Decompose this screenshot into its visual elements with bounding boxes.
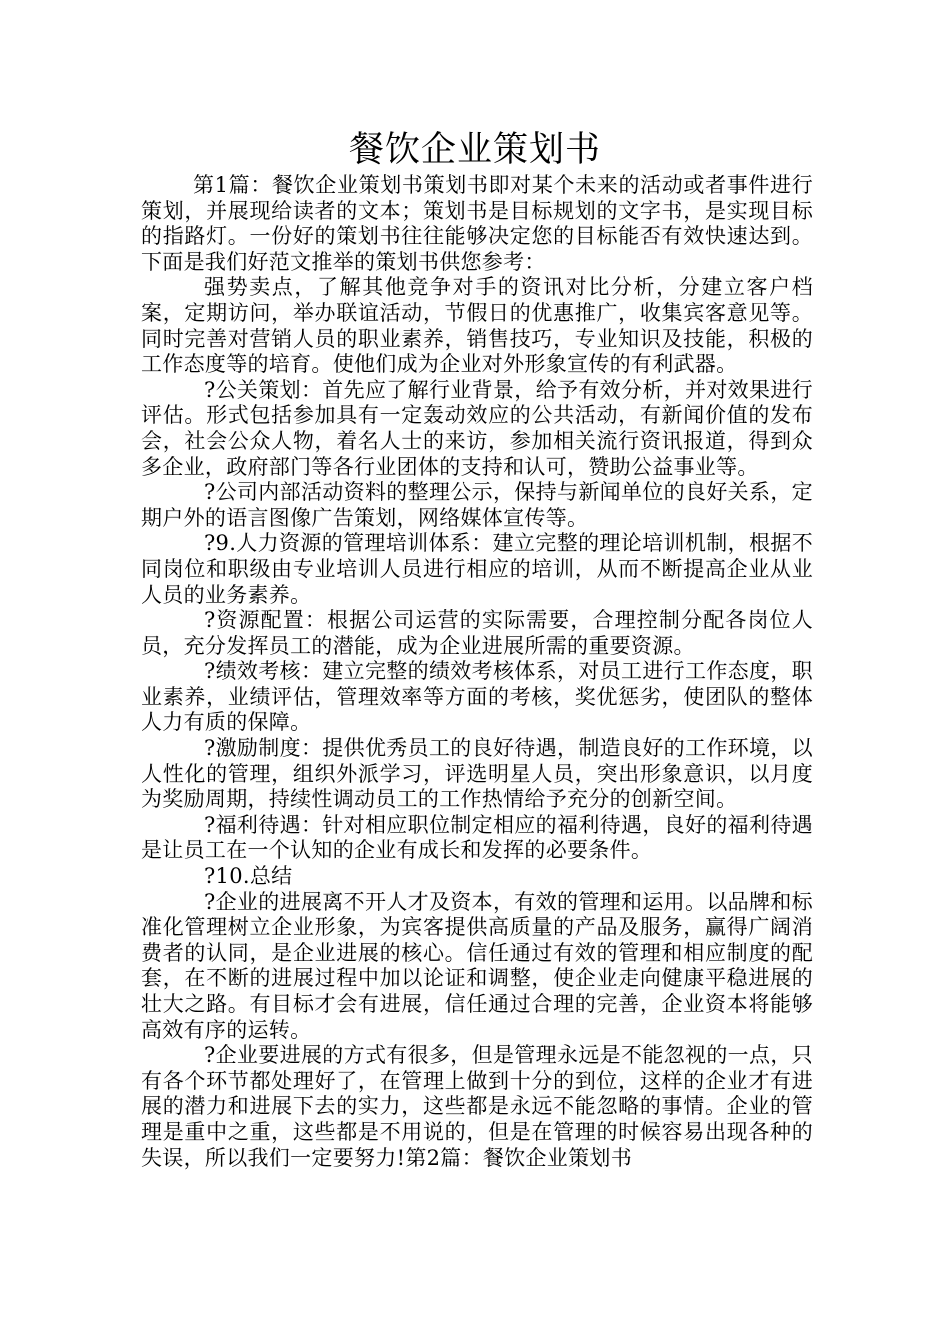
paragraph-intro: 第1篇：餐饮企业策划书策划书即对某个未来的活动或者事件进行策划，并展现给读者的文本；策划书是目标规划的文字书，是实现目标的指路灯。一份好的策划书往往能够决定您的目标能否有效快速达到。下面是我们好范文推举的策划书供您参考：	[141, 173, 813, 274]
paragraph-internal-activities: ?公司内部活动资料的整理公示，保持与新闻单位的良好关系，定期户外的语言图像广告策划，网络媒体宣传等。	[141, 480, 813, 530]
document-title: 餐饮企业策划书	[348, 130, 601, 170]
paragraph-management: ?企业要进展的方式有很多，但是管理永远是不能忽视的一点，只有各个环节都处理好了，在管理上做到十分的到位，这样的企业才有进展的潜力和进展下去的实力，这些都是永远不能忽略的事情。企业的管理是重中之重，这些都是不用说的，但是在管理的时候容易出现各种的失误，所以我们一定要努力!第2篇：餐饮企业策划书	[141, 1043, 813, 1170]
paragraph-summary-heading: ?10.总结	[204, 864, 293, 889]
paragraph-selling-points: 强势卖点，了解其他竞争对手的资讯对比分析，分建立客户档案，定期访问，举办联谊活动，节假日的优惠推广，收集宾客意见等。同时完善对营销人员的职业素养，销售技巧，专业知识及技能，积极的工作态度等的培育。使他们成为企业对外形象宣传的有利武器。	[141, 275, 813, 377]
paragraph-pr-planning: ?公关策划：首先应了解行业背景，给予有效分析，并对效果进行评估。形式包括参加具有一定轰动效应的公共活动，有新闻价值的发布会，社会公众人物，着名人士的来访，参加相关流行资讯报道，得到众多企业，政府部门等各行业团体的支持和认可，赞助公益事业等。	[141, 377, 813, 479]
paragraph-hr-training: ?9.人力资源的管理培训体系：建立完整的理论培训机制，根据不同岗位和职级由专业培训人员进行相应的培训，从而不断提高企业从业人员的业务素养。	[141, 531, 813, 607]
paragraph-resource-allocation: ?资源配置：根据公司运营的实际需要，合理控制分配各岗位人员，充分发挥员工的潜能，成为企业进展所需的重要资源。	[141, 608, 813, 658]
paragraph-benefits: ?福利待遇：针对相应职位制定相应的福利待遇，良好的福利待遇是让员工在一个认知的企业有成长和发挥的必要条件。	[141, 812, 813, 863]
paragraph-summary: ?企业的进展离不开人才及资本，有效的管理和运用。以品牌和标准化管理树立企业形象，为宾客提供高质量的产品及服务，赢得广阔消费者的认同，是企业进展的核心。信任通过有效的管理和相应制度的配套，在不断的进展过程中加以论证和调整，使企业走向健康平稳进展的壮大之路。有目标才会有进展，信任通过合理的完善，企业资本将能够高效有序的运转。	[141, 889, 813, 1042]
document-body	[141, 173, 813, 1171]
paragraph-incentives: ?激励制度：提供优秀员工的良好待遇，制造良好的工作环境，以人性化的管理，组织外派学习，评选明星人员，突出形象意识，以月度为奖励周期，持续性调动员工的工作热情给予充分的创新空间。	[141, 736, 813, 812]
paragraph-performance-review: ?绩效考核：建立完整的绩效考核体系，对员工进行工作态度，职业素养，业绩评估，管理效率等方面的考核，奖优惩劣，使团队的整体人力有质的保障。	[141, 659, 813, 735]
